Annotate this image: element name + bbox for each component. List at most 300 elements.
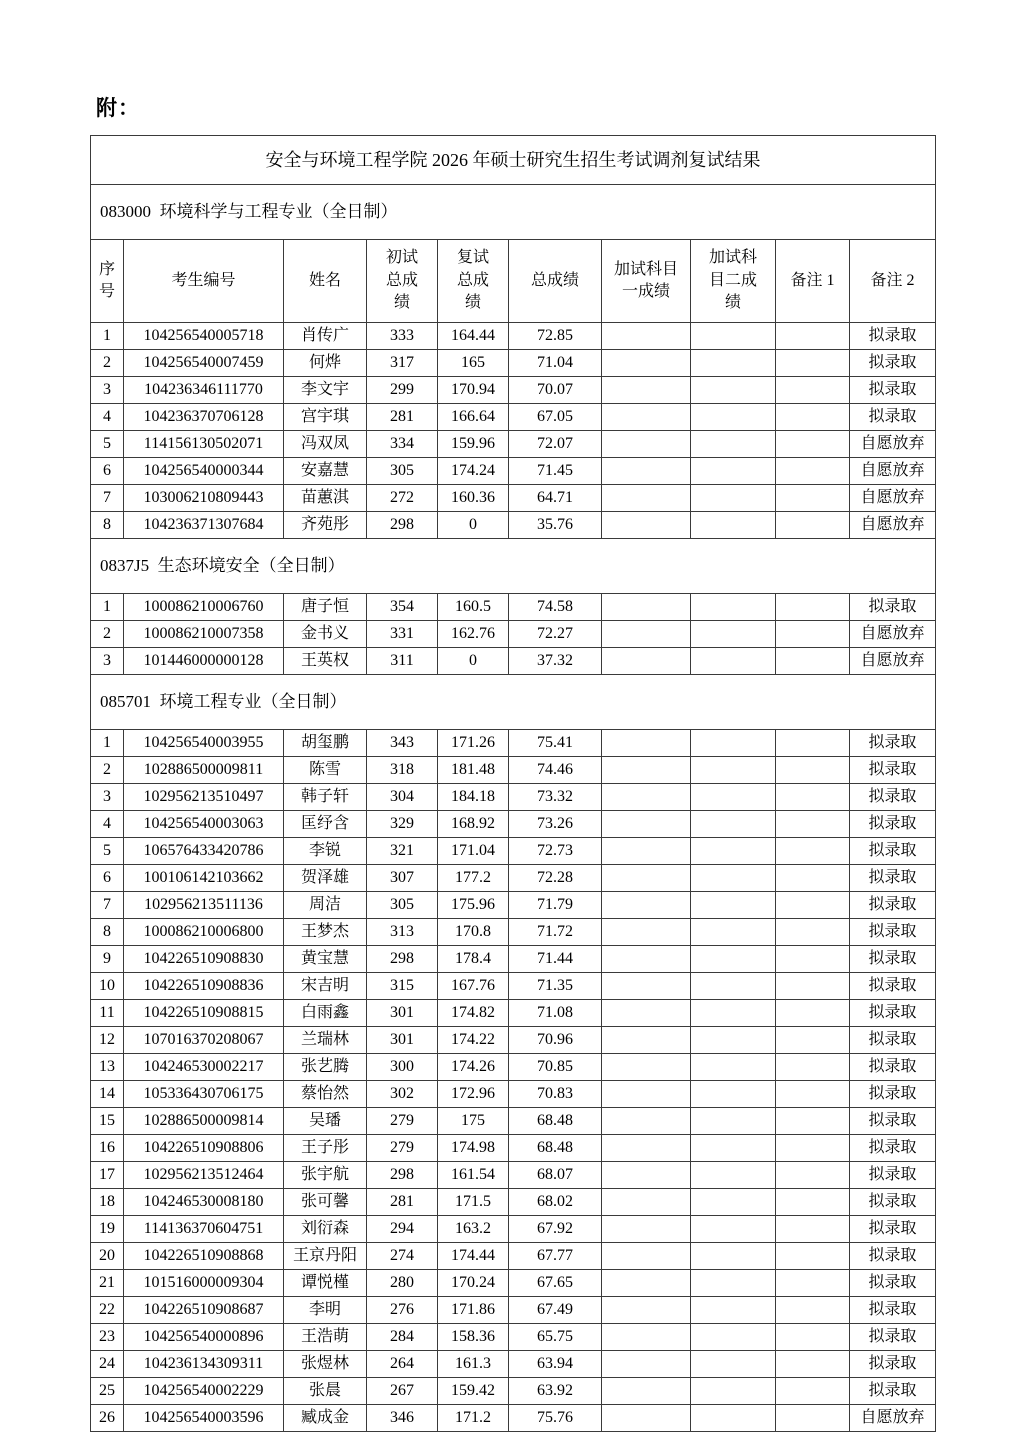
cell-total-score: 72.73: [509, 838, 602, 865]
cell-initial-total-score: 298: [367, 946, 438, 973]
cell-note2: 拟录取: [850, 757, 936, 784]
cell-candidate-id: 101516000009304: [124, 1270, 284, 1297]
cell-retest-total-score: 174.82: [438, 1000, 509, 1027]
cell-total-score: 71.44: [509, 946, 602, 973]
cell-total-score: 72.27: [509, 621, 602, 648]
col-header-initial-total-score: 初试总成绩: [367, 240, 438, 323]
cell-extra-subject1-score: [602, 431, 691, 458]
cell-retest-total-score: 163.2: [438, 1216, 509, 1243]
cell-extra-subject2-score: [691, 485, 776, 512]
cell-extra-subject1-score: [602, 1054, 691, 1081]
cell-retest-total-score: 175.96: [438, 892, 509, 919]
cell-extra-subject2-score: [691, 865, 776, 892]
cell-extra-subject2-score: [691, 946, 776, 973]
cell-index: 23: [91, 1324, 124, 1351]
cell-index: 24: [91, 1351, 124, 1378]
cell-name: 肖传广: [284, 323, 367, 350]
cell-name: 周洁: [284, 892, 367, 919]
cell-candidate-id: 102956213512464: [124, 1162, 284, 1189]
cell-total-score: 71.04: [509, 350, 602, 377]
cell-extra-subject1-score: [602, 404, 691, 431]
cell-note1: [776, 838, 850, 865]
cell-note2: 拟录取: [850, 1135, 936, 1162]
table-row: [91, 621, 936, 648]
cell-total-score: 75.76: [509, 1405, 602, 1432]
cell-retest-total-score: 160.36: [438, 485, 509, 512]
cell-name: 黄宝慧: [284, 946, 367, 973]
cell-index: 21: [91, 1270, 124, 1297]
cell-name: 张可馨: [284, 1189, 367, 1216]
table-row: [91, 512, 936, 539]
cell-extra-subject1-score: [602, 1162, 691, 1189]
cell-extra-subject1-score: [602, 946, 691, 973]
cell-total-score: 67.92: [509, 1216, 602, 1243]
cell-extra-subject2-score: [691, 1108, 776, 1135]
cell-total-score: 67.49: [509, 1297, 602, 1324]
cell-note1: [776, 1135, 850, 1162]
cell-total-score: 68.48: [509, 1108, 602, 1135]
cell-extra-subject1-score: [602, 1405, 691, 1432]
cell-note2: 拟录取: [850, 1054, 936, 1081]
cell-initial-total-score: 274: [367, 1243, 438, 1270]
cell-retest-total-score: 170.8: [438, 919, 509, 946]
cell-candidate-id: 106576433420786: [124, 838, 284, 865]
cell-extra-subject1-score: [602, 919, 691, 946]
cell-note1: [776, 1216, 850, 1243]
cell-index: 7: [91, 485, 124, 512]
cell-note2: 拟录取: [850, 1324, 936, 1351]
cell-candidate-id: 104236346111770: [124, 377, 284, 404]
cell-retest-total-score: 167.76: [438, 973, 509, 1000]
section-row: [91, 675, 936, 730]
cell-note2: 自愿放弃: [850, 458, 936, 485]
cell-initial-total-score: 321: [367, 838, 438, 865]
cell-name: 冯双凤: [284, 431, 367, 458]
cell-index: 10: [91, 973, 124, 1000]
cell-index: 6: [91, 865, 124, 892]
cell-note1: [776, 1243, 850, 1270]
cell-note2: 拟录取: [850, 594, 936, 621]
cell-retest-total-score: 174.22: [438, 1027, 509, 1054]
table-row: [91, 730, 936, 757]
cell-initial-total-score: 279: [367, 1135, 438, 1162]
cell-extra-subject2-score: [691, 621, 776, 648]
cell-note1: [776, 865, 850, 892]
cell-retest-total-score: 184.18: [438, 784, 509, 811]
cell-note2: 自愿放弃: [850, 621, 936, 648]
cell-retest-total-score: 159.96: [438, 431, 509, 458]
cell-name: 苗蕙淇: [284, 485, 367, 512]
cell-candidate-id: 100086210007358: [124, 621, 284, 648]
cell-name: 王浩萌: [284, 1324, 367, 1351]
col-header-candidate-id: 考生编号: [124, 240, 284, 323]
cell-note2: 拟录取: [850, 1162, 936, 1189]
cell-extra-subject1-score: [602, 1324, 691, 1351]
cell-extra-subject1-score: [602, 1189, 691, 1216]
cell-index: 2: [91, 350, 124, 377]
cell-note2: 自愿放弃: [850, 648, 936, 675]
cell-retest-total-score: 175: [438, 1108, 509, 1135]
table-row: [91, 1351, 936, 1378]
cell-note1: [776, 1270, 850, 1297]
cell-note2: 拟录取: [850, 838, 936, 865]
cell-initial-total-score: 281: [367, 1189, 438, 1216]
cell-note2: 拟录取: [850, 1297, 936, 1324]
cell-initial-total-score: 267: [367, 1378, 438, 1405]
cell-note1: [776, 594, 850, 621]
cell-total-score: 74.58: [509, 594, 602, 621]
cell-name: 韩子轩: [284, 784, 367, 811]
cell-candidate-id: 104226510908836: [124, 973, 284, 1000]
cell-candidate-id: 100086210006800: [124, 919, 284, 946]
cell-note1: [776, 730, 850, 757]
cell-note2: 拟录取: [850, 730, 936, 757]
cell-extra-subject2-score: [691, 757, 776, 784]
cell-total-score: 72.07: [509, 431, 602, 458]
cell-note1: [776, 1378, 850, 1405]
cell-note1: [776, 784, 850, 811]
table-title-row: [91, 136, 936, 185]
cell-initial-total-score: 284: [367, 1324, 438, 1351]
table-row: [91, 757, 936, 784]
cell-index: 6: [91, 458, 124, 485]
cell-name: 匡纾含: [284, 811, 367, 838]
cell-retest-total-score: 174.44: [438, 1243, 509, 1270]
cell-candidate-id: 104256540003955: [124, 730, 284, 757]
cell-name: 宫宇琪: [284, 404, 367, 431]
results-table: [90, 135, 936, 1432]
cell-note1: [776, 1351, 850, 1378]
cell-retest-total-score: 165: [438, 350, 509, 377]
cell-total-score: 73.32: [509, 784, 602, 811]
cell-extra-subject2-score: [691, 404, 776, 431]
table-row: [91, 404, 936, 431]
cell-index: 22: [91, 1297, 124, 1324]
cell-extra-subject2-score: [691, 973, 776, 1000]
cell-note2: 拟录取: [850, 919, 936, 946]
cell-initial-total-score: 307: [367, 865, 438, 892]
results-table-body: [91, 136, 936, 1432]
cell-extra-subject1-score: [602, 621, 691, 648]
cell-extra-subject1-score: [602, 485, 691, 512]
cell-note2: 拟录取: [850, 1081, 936, 1108]
cell-retest-total-score: 174.24: [438, 458, 509, 485]
cell-name: 李文宇: [284, 377, 367, 404]
cell-candidate-id: 114156130502071: [124, 431, 284, 458]
table-row: [91, 1189, 936, 1216]
table-title: 安全与环境工程学院 2026 年硕士研究生招生考试调剂复试结果: [91, 136, 936, 185]
cell-index: 5: [91, 431, 124, 458]
cell-extra-subject2-score: [691, 648, 776, 675]
cell-retest-total-score: 177.2: [438, 865, 509, 892]
cell-candidate-id: 104226510908830: [124, 946, 284, 973]
table-row: [91, 1378, 936, 1405]
cell-index: 15: [91, 1108, 124, 1135]
cell-extra-subject2-score: [691, 1081, 776, 1108]
cell-extra-subject1-score: [602, 865, 691, 892]
cell-name: 蔡怡然: [284, 1081, 367, 1108]
cell-extra-subject2-score: [691, 784, 776, 811]
cell-initial-total-score: 301: [367, 1000, 438, 1027]
cell-name: 张艺腾: [284, 1054, 367, 1081]
cell-retest-total-score: 178.4: [438, 946, 509, 973]
cell-note1: [776, 323, 850, 350]
cell-index: 1: [91, 323, 124, 350]
cell-retest-total-score: 171.86: [438, 1297, 509, 1324]
cell-note1: [776, 512, 850, 539]
cell-extra-subject2-score: [691, 1405, 776, 1432]
cell-initial-total-score: 318: [367, 757, 438, 784]
cell-extra-subject2-score: [691, 1162, 776, 1189]
cell-initial-total-score: 305: [367, 892, 438, 919]
cell-name: 王英权: [284, 648, 367, 675]
table-row: [91, 1270, 936, 1297]
cell-retest-total-score: 181.48: [438, 757, 509, 784]
cell-retest-total-score: 158.36: [438, 1324, 509, 1351]
cell-retest-total-score: 168.92: [438, 811, 509, 838]
cell-candidate-id: 104256540003063: [124, 811, 284, 838]
cell-extra-subject2-score: [691, 512, 776, 539]
cell-index: 26: [91, 1405, 124, 1432]
cell-total-score: 70.85: [509, 1054, 602, 1081]
cell-retest-total-score: 161.3: [438, 1351, 509, 1378]
cell-index: 13: [91, 1054, 124, 1081]
cell-name: 谭悦槿: [284, 1270, 367, 1297]
cell-initial-total-score: 281: [367, 404, 438, 431]
cell-initial-total-score: 298: [367, 1162, 438, 1189]
cell-extra-subject1-score: [602, 377, 691, 404]
cell-extra-subject1-score: [602, 1135, 691, 1162]
cell-note2: 自愿放弃: [850, 431, 936, 458]
cell-extra-subject1-score: [602, 512, 691, 539]
cell-name: 张宇航: [284, 1162, 367, 1189]
cell-note1: [776, 1297, 850, 1324]
cell-candidate-id: 104256540007459: [124, 350, 284, 377]
table-row: [91, 458, 936, 485]
cell-extra-subject2-score: [691, 1000, 776, 1027]
section-row: [91, 185, 936, 240]
cell-candidate-id: 104226510908815: [124, 1000, 284, 1027]
cell-extra-subject1-score: [602, 1270, 691, 1297]
cell-extra-subject1-score: [602, 973, 691, 1000]
cell-name: 齐苑彤: [284, 512, 367, 539]
cell-total-score: 67.05: [509, 404, 602, 431]
cell-initial-total-score: 317: [367, 350, 438, 377]
cell-initial-total-score: 264: [367, 1351, 438, 1378]
cell-candidate-id: 104246530008180: [124, 1189, 284, 1216]
cell-name: 李锐: [284, 838, 367, 865]
cell-index: 1: [91, 594, 124, 621]
cell-total-score: 67.65: [509, 1270, 602, 1297]
cell-initial-total-score: 279: [367, 1108, 438, 1135]
cell-candidate-id: 104226510908806: [124, 1135, 284, 1162]
cell-note2: 拟录取: [850, 404, 936, 431]
cell-index: 18: [91, 1189, 124, 1216]
cell-extra-subject2-score: [691, 431, 776, 458]
cell-index: 3: [91, 377, 124, 404]
cell-retest-total-score: 171.5: [438, 1189, 509, 1216]
cell-total-score: 68.02: [509, 1189, 602, 1216]
cell-initial-total-score: 329: [367, 811, 438, 838]
table-row: [91, 485, 936, 512]
cell-total-score: 70.07: [509, 377, 602, 404]
cell-candidate-id: 104256540002229: [124, 1378, 284, 1405]
cell-note2: 拟录取: [850, 865, 936, 892]
cell-total-score: 63.94: [509, 1351, 602, 1378]
cell-total-score: 68.07: [509, 1162, 602, 1189]
cell-name: 王京丹阳: [284, 1243, 367, 1270]
cell-candidate-id: 104236371307684: [124, 512, 284, 539]
cell-note2: 自愿放弃: [850, 485, 936, 512]
cell-note2: 拟录取: [850, 946, 936, 973]
cell-retest-total-score: 170.24: [438, 1270, 509, 1297]
cell-extra-subject2-score: [691, 1054, 776, 1081]
table-row: [91, 1108, 936, 1135]
cell-extra-subject1-score: [602, 1216, 691, 1243]
cell-note2: 拟录取: [850, 1378, 936, 1405]
cell-note2: 拟录取: [850, 1000, 936, 1027]
cell-note1: [776, 1108, 850, 1135]
cell-name: 安嘉慧: [284, 458, 367, 485]
cell-extra-subject2-score: [691, 1027, 776, 1054]
cell-initial-total-score: 346: [367, 1405, 438, 1432]
cell-name: 王梦杰: [284, 919, 367, 946]
cell-extra-subject2-score: [691, 458, 776, 485]
cell-index: 14: [91, 1081, 124, 1108]
cell-total-score: 65.75: [509, 1324, 602, 1351]
cell-total-score: 74.46: [509, 757, 602, 784]
cell-extra-subject2-score: [691, 730, 776, 757]
cell-extra-subject2-score: [691, 1189, 776, 1216]
section-row: [91, 539, 936, 594]
cell-total-score: 63.92: [509, 1378, 602, 1405]
cell-retest-total-score: 164.44: [438, 323, 509, 350]
section-label: 0837J5 生态环境安全（全日制）: [91, 539, 936, 594]
cell-name: 何烨: [284, 350, 367, 377]
cell-initial-total-score: 298: [367, 512, 438, 539]
cell-name: 白雨鑫: [284, 1000, 367, 1027]
cell-note2: 拟录取: [850, 1216, 936, 1243]
cell-initial-total-score: 280: [367, 1270, 438, 1297]
table-row: [91, 811, 936, 838]
cell-total-score: 72.28: [509, 865, 602, 892]
section-label: 085701 环境工程专业（全日制）: [91, 675, 936, 730]
cell-total-score: 71.08: [509, 1000, 602, 1027]
cell-total-score: 37.32: [509, 648, 602, 675]
cell-initial-total-score: 294: [367, 1216, 438, 1243]
cell-total-score: 71.72: [509, 919, 602, 946]
cell-note1: [776, 1189, 850, 1216]
cell-candidate-id: 102956213511136: [124, 892, 284, 919]
cell-extra-subject2-score: [691, 377, 776, 404]
cell-total-score: 35.76: [509, 512, 602, 539]
cell-note1: [776, 458, 850, 485]
cell-extra-subject2-score: [691, 838, 776, 865]
cell-retest-total-score: 0: [438, 512, 509, 539]
cell-extra-subject2-score: [691, 350, 776, 377]
cell-initial-total-score: 313: [367, 919, 438, 946]
cell-candidate-id: 104256540000344: [124, 458, 284, 485]
cell-note2: 自愿放弃: [850, 512, 936, 539]
cell-note1: [776, 1054, 850, 1081]
cell-note1: [776, 973, 850, 1000]
cell-index: 3: [91, 784, 124, 811]
cell-retest-total-score: 161.54: [438, 1162, 509, 1189]
cell-extra-subject1-score: [602, 1000, 691, 1027]
cell-name: 刘衍森: [284, 1216, 367, 1243]
cell-index: 9: [91, 946, 124, 973]
cell-index: 25: [91, 1378, 124, 1405]
cell-extra-subject1-score: [602, 1243, 691, 1270]
cell-index: 8: [91, 512, 124, 539]
table-row: [91, 377, 936, 404]
cell-name: 金书义: [284, 621, 367, 648]
cell-initial-total-score: 301: [367, 1027, 438, 1054]
cell-retest-total-score: 171.26: [438, 730, 509, 757]
cell-note1: [776, 621, 850, 648]
cell-note2: 拟录取: [850, 377, 936, 404]
cell-retest-total-score: 162.76: [438, 621, 509, 648]
cell-note1: [776, 648, 850, 675]
cell-name: 兰瑞林: [284, 1027, 367, 1054]
table-row: [91, 1162, 936, 1189]
col-header-extra-subject1-score: 加试科目一成绩: [602, 240, 691, 323]
cell-extra-subject1-score: [602, 892, 691, 919]
cell-extra-subject2-score: [691, 1351, 776, 1378]
cell-extra-subject1-score: [602, 350, 691, 377]
cell-candidate-id: 102886500009811: [124, 757, 284, 784]
cell-retest-total-score: 172.96: [438, 1081, 509, 1108]
cell-extra-subject2-score: [691, 811, 776, 838]
cell-index: 1: [91, 730, 124, 757]
table-row: [91, 1243, 936, 1270]
cell-candidate-id: 104246530002217: [124, 1054, 284, 1081]
table-row: [91, 946, 936, 973]
cell-index: 2: [91, 757, 124, 784]
cell-note1: [776, 485, 850, 512]
col-header-index: 序号: [91, 240, 124, 323]
cell-note2: 拟录取: [850, 1351, 936, 1378]
cell-initial-total-score: 300: [367, 1054, 438, 1081]
cell-index: 5: [91, 838, 124, 865]
cell-extra-subject1-score: [602, 594, 691, 621]
cell-extra-subject2-score: [691, 892, 776, 919]
cell-note1: [776, 350, 850, 377]
cell-initial-total-score: 343: [367, 730, 438, 757]
cell-initial-total-score: 331: [367, 621, 438, 648]
cell-candidate-id: 102956213510497: [124, 784, 284, 811]
cell-note2: 拟录取: [850, 1270, 936, 1297]
cell-name: 张煜林: [284, 1351, 367, 1378]
cell-retest-total-score: 174.98: [438, 1135, 509, 1162]
cell-candidate-id: 105336430706175: [124, 1081, 284, 1108]
cell-index: 8: [91, 919, 124, 946]
table-row: [91, 865, 936, 892]
cell-extra-subject2-score: [691, 1216, 776, 1243]
cell-index: 12: [91, 1027, 124, 1054]
cell-note2: 拟录取: [850, 1243, 936, 1270]
col-header-note2: 备注 2: [850, 240, 936, 323]
cell-extra-subject2-score: [691, 1297, 776, 1324]
table-row: [91, 919, 936, 946]
cell-candidate-id: 102886500009814: [124, 1108, 284, 1135]
cell-initial-total-score: 305: [367, 458, 438, 485]
cell-initial-total-score: 334: [367, 431, 438, 458]
cell-initial-total-score: 302: [367, 1081, 438, 1108]
cell-extra-subject1-score: [602, 757, 691, 784]
table-row: [91, 1054, 936, 1081]
col-header-note1: 备注 1: [776, 240, 850, 323]
